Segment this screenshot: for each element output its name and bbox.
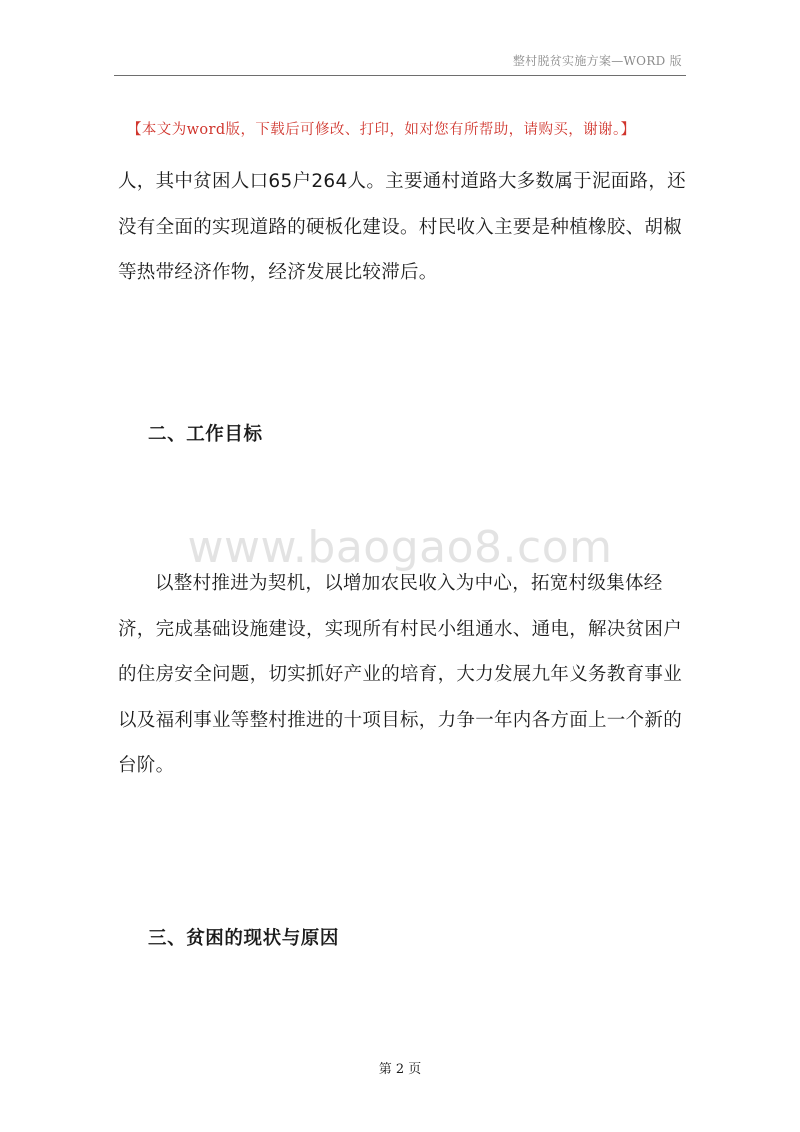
page-number: 第 2 页 xyxy=(378,1062,422,1077)
section-heading-poverty-causes: 三、贫困的现状与原因 xyxy=(148,928,340,949)
section-heading-goals: 二、工作目标 xyxy=(148,424,263,445)
watermark: www.baogao8.com xyxy=(187,522,613,573)
body-paragraph-1: 人，其中贫困人口65户264人。主要通村道路大多数属于泥面路，还没有全面的实现道路的硬板化建设。村民收入主要是种植橡胶、胡椒等热带经济作物，经济发展比较滞后。 xyxy=(118,171,686,283)
header-divider xyxy=(114,75,686,76)
body-paragraph-2: 以整村推进为契机，以增加农民收入为中心，拓宽村级集体经济，完成基础设施建设，实现所有村民小组通水、通电，解决贫困户的住房安全问题，切实抓好产业的培育，大力发展九年义务教育事业以及福利事业等整村推进的十项目标，力争一年内各方面上一个新的台阶。 xyxy=(118,573,683,776)
running-header: 整村脱贫实施方案—WORD 版 xyxy=(512,54,682,68)
purchase-notice: 【本文为word版，下载后可修改、打印，如对您有所帮助，请购买，谢谢。】 xyxy=(127,122,636,138)
